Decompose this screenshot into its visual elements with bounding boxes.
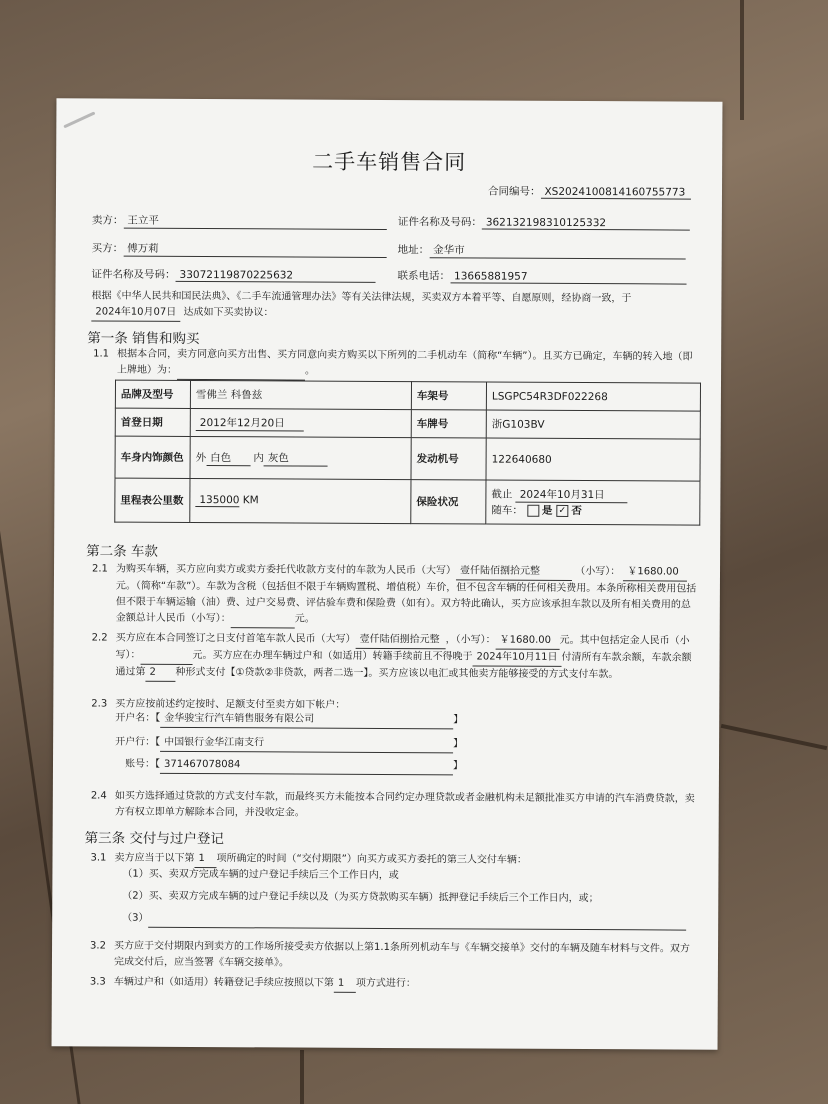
clause-2-2-text-d: 付清所有车款余额，车款余额通过第	[115, 651, 692, 678]
buyer-id-value: 33072119870225632	[176, 269, 376, 283]
reg-date-cell	[190, 408, 411, 437]
clause-1-1-number: 1.1	[93, 348, 110, 360]
phone-label: 联系电话：	[397, 270, 451, 283]
vin-value: LSGPC54R3DF022268	[486, 382, 700, 411]
clause-2-1	[116, 562, 698, 631]
article-1-title: 第一条 销售和购买	[87, 330, 200, 348]
reg-date-value: 2012年12月20日	[196, 414, 304, 431]
address-row	[398, 242, 686, 260]
yes-checkbox[interactable]	[527, 505, 539, 517]
article-3-title: 第三条 交付与过户登记	[84, 830, 224, 848]
deposit-blank	[141, 648, 193, 665]
account-number-label: 账号：【	[124, 758, 161, 770]
seller-id-label: 证件名称及号码：	[397, 216, 482, 229]
clause-2-2-number: 2.2	[91, 632, 108, 644]
mileage-value: 135000	[195, 494, 239, 507]
clause-3-3-text-a: 车辆过户和（如适用）转籍登记手续应按照以下第	[113, 976, 334, 989]
table-row	[115, 436, 700, 481]
staple	[63, 111, 95, 128]
bracket-close: 】	[453, 738, 464, 750]
yes-label: 是	[541, 504, 553, 517]
exterior-label: 外	[195, 451, 207, 464]
seller-id-row	[398, 214, 690, 231]
engine-label: 发动机号	[411, 438, 486, 480]
buyer-row	[92, 240, 387, 258]
buyer-label: 买方：	[91, 242, 124, 255]
price-uppercase: 壹仟陆佰捌拾元整	[456, 563, 572, 581]
clause-2-2-text-e: 种形式支付【①贷款②非贷款，两者二选一】。买方应该以电汇或其他卖方能够接受的方式支付车款。	[175, 666, 619, 681]
brand-value: 雪佛兰 科鲁兹	[190, 380, 411, 409]
clause-3-3-number: 3.3	[89, 976, 106, 988]
clause-2-3-text: 买方应按前述约定按时、足额支付至卖方如下帐户：	[115, 698, 346, 711]
color-label: 车身内饰颜色	[115, 436, 190, 478]
page-title: 二手车销售合同	[312, 149, 467, 175]
address-label: 地址：	[397, 244, 430, 257]
insurance-label: 保险状况	[411, 480, 486, 524]
interior-label: 内	[253, 451, 264, 464]
delivery-option-2: （2）买、卖双方完成车辆的过户登记手续以及（为买方贷款购买车辆）抵押登记手续后三个工作日内，或；	[122, 890, 599, 905]
first-payment-amount: ￥1680.00	[496, 633, 560, 650]
buyer-id-label: 证件名称及号码：	[91, 268, 176, 281]
bank-value: 中国银行金华江南支行	[160, 735, 453, 754]
intro-text: 根据《中华人民共和国民法典》、《二手车流通管理办法》等有关法律法规，买卖双方本着平等、自愿原则，经协商一致，于	[91, 290, 632, 305]
insurance-until-label: 截止	[491, 488, 513, 501]
clause-3-2-text: 买方应于交付期限内到卖方的工作场所接受卖方依据以上第1.1条所列机动车与《车辆交接单》交付的车辆及随车材料与文件。双方完成交付后，应当签署《车辆交接单》。	[113, 940, 690, 969]
phone-value: 13665881957	[450, 270, 686, 284]
reg-date-label: 首登日期	[115, 408, 190, 436]
payment-method-choice: 2	[145, 665, 175, 682]
clause-2-2-small-label: ，（小写）：	[445, 634, 496, 646]
agreement-date: 2024年10月07日	[91, 304, 180, 321]
account-name-label: 开户名：【	[115, 712, 161, 724]
clause-2-1-end: 元。	[294, 613, 315, 625]
interior-color: 灰色	[264, 450, 328, 466]
clause-2-1-text-a: 为购买车辆，买方应向卖方或卖方委托代收款方支付的车款为人民币（大写）	[115, 563, 457, 577]
clause-3-3	[114, 975, 416, 994]
address-value: 金华市	[429, 242, 685, 259]
price-amount: ￥1680.00	[623, 564, 687, 581]
delivery-option-3	[122, 911, 686, 931]
table-seam	[300, 1050, 304, 1104]
vehicle-info-table	[114, 380, 701, 526]
mileage-cell	[190, 478, 411, 523]
table-seam	[721, 724, 827, 750]
bank-row	[115, 735, 463, 754]
insurance-cell	[486, 480, 700, 525]
table-row	[115, 478, 700, 525]
brand-label: 品牌及型号	[115, 380, 190, 408]
color-cell	[190, 436, 411, 479]
delivery-option-3-blank	[149, 911, 687, 931]
table-seam	[740, 0, 744, 120]
contract-number	[488, 184, 691, 200]
clause-1-1-end: 。	[305, 365, 316, 377]
intro-paragraph	[91, 288, 707, 324]
account-number-row	[125, 757, 463, 776]
plate-value: 浙G103BV	[486, 410, 700, 439]
clause-2-1-small-label: （小写）：	[575, 565, 621, 578]
clause-3-2-number: 3.2	[90, 940, 106, 952]
clause-2-2-text-c: 元。买方应在办理车辆过户和（如适用）转籍手续前且不得晚于	[192, 649, 473, 663]
transfer-option-choice: 1	[334, 976, 356, 993]
contract-number-value: XS2024100814160755773	[540, 186, 690, 200]
delivery-option-1: （1）买、卖双方完成车辆的过户登记手续后三个工作日内，或	[122, 868, 399, 882]
seller-value: 王立平	[123, 213, 386, 230]
table-row	[115, 408, 700, 439]
mileage-label: 里程表公里数	[115, 478, 190, 522]
delivery-option-3-label: （3）	[122, 912, 149, 924]
vin-label: 车架号	[411, 382, 486, 410]
clause-1-1	[117, 347, 697, 383]
no-checkbox[interactable]: ✓	[556, 505, 568, 517]
transfer-place-blank	[177, 363, 305, 381]
clause-2-1-text-b: 元。（简称“车款”）。车款为含税（包括但不限于车辆购置税、增值税）车价，但不包含车辆的任何相关费用。本条所称相关费用包括但不限于车辆运输（油）费、过户交易费、评估验车费和保险费（如有）。双方特此确认，买方应该承担车款以及所有相关费用的总金额总计人民币（小写）：	[115, 580, 697, 625]
insurance-until-date: 2024年10月31日	[516, 487, 628, 504]
account-name-row	[115, 711, 463, 730]
engine-value: 122640680	[486, 438, 700, 481]
clause-2-2	[115, 631, 697, 685]
clause-3-1-text-a: 卖方应当于以下第	[114, 852, 195, 864]
clause-2-4-text: 如买方选择通过贷款的方式支付车款，而最终买方未能按本合同约定办理贷款或者金融机构未足额批准买方申请的汽车消费贷款，卖方有权立即单方解除本合同，并没收定金。	[114, 790, 695, 819]
intro-tail: 达成如下买卖协议：	[183, 306, 274, 319]
clause-1-1-text: 根据本合同，卖方同意向买方出售、买方同意向卖方购买以下所列的二手机动车（简称“车辆”）。且买方已确定，车辆的转入地（即上牌地）为：	[117, 348, 693, 376]
mileage-unit: KM	[242, 494, 259, 507]
with-car-label: 随车：	[491, 504, 523, 517]
seller-label: 卖方：	[91, 214, 124, 227]
delivery-option-choice: 1	[194, 851, 216, 868]
clause-3-1-text-b: 项所确定的时间（“交付期限”）向买方或买方委托的第三人交付车辆：	[216, 853, 527, 866]
clause-2-4-number: 2.4	[90, 790, 107, 802]
exterior-color: 白色	[206, 450, 250, 466]
clause-2-2-text-b: 元。其中包括定金人民币（小写）：	[115, 634, 690, 661]
seller-row	[92, 212, 387, 230]
clause-2-1-number: 2.1	[91, 563, 108, 575]
clause-3-3-text-b: 项方式进行：	[355, 977, 416, 990]
buyer-id-row	[92, 266, 376, 282]
bracket-close: 】	[452, 760, 464, 772]
contract-page	[52, 98, 723, 1049]
total-amount-blank	[231, 611, 295, 628]
account-number-value: 371467078084	[160, 757, 453, 776]
seller-id-value: 362132198310125332	[482, 216, 690, 230]
balance-due-date: 2024年10月11日	[473, 649, 562, 666]
bracket-close: 】	[453, 714, 464, 726]
article-2-title: 第二条 车款	[86, 543, 158, 560]
bank-label: 开户行：【	[115, 736, 161, 748]
phone-row	[398, 268, 687, 285]
clause-2-2-text-a: 买方应在本合同签订之日支付首笔车款人民币（大写）	[115, 632, 356, 645]
no-label: 否	[571, 504, 582, 518]
clause-3-1-number: 3.1	[90, 852, 107, 864]
contract-number-label: 合同编号：	[487, 185, 541, 198]
clause-2-3-number: 2.3	[91, 698, 108, 710]
buyer-value: 傅万莉	[123, 241, 386, 258]
table-row	[115, 380, 700, 411]
plate-label: 车牌号	[411, 410, 486, 438]
account-name-value: 金华骏宝行汽车销售服务有限公司	[160, 711, 453, 730]
first-payment-uppercase: 壹仟陆佰捌拾元整	[356, 632, 446, 649]
